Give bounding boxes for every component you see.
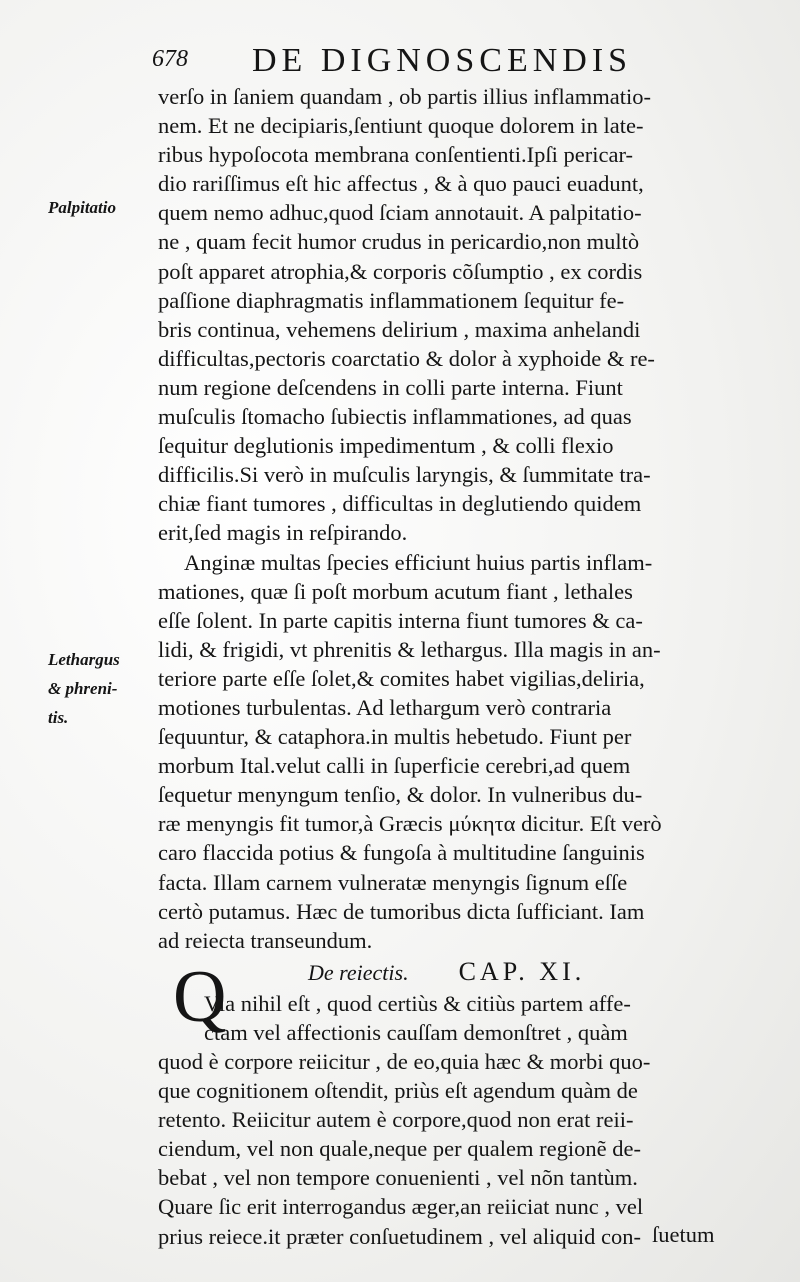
text-line: morbum Ital.velut calli in ſuperficie cerebri,ad quem bbox=[158, 753, 631, 779]
text-line: ræ menyngis fit tumor,à Græcis μύκητα dicitur. Eſt verò bbox=[158, 811, 662, 837]
main-text bbox=[158, 82, 738, 1251]
text-line: verſo in ſaniem quandam , ob partis illius inflammatio- bbox=[158, 84, 652, 109]
text-line: Anginæ multas ſpecies efficiunt huius partis inflam- bbox=[184, 549, 653, 575]
text-line: quod è corpore reiicitur , de eo,quia hæc & morbi quo- bbox=[158, 1049, 651, 1074]
chapter-heading bbox=[158, 955, 738, 989]
paragraph-2 bbox=[158, 548, 738, 955]
paragraph-3 bbox=[158, 989, 738, 1251]
text-line: paſſione diaphragmatis inflammationem ſequitur fe- bbox=[158, 287, 625, 313]
text-line: bebat , vel non tempore conuenienti , vel nõn tantùm. bbox=[158, 1165, 638, 1191]
marginal-note-lethargus bbox=[48, 645, 154, 732]
text-line: bris continua, vehemens delirium , maxima anhelandi bbox=[158, 316, 641, 342]
text-line: quem nemo adhuc,quod ſciam annotauit. A palpitatio- bbox=[158, 200, 642, 226]
chapter-number: CAP. XI. bbox=[458, 956, 586, 986]
text-line: chiæ fiant tumores , difficultas in deglutiendo quidem bbox=[158, 491, 642, 517]
text-line: Quare ſic erit interrogandus æger,an reiiciat nunc , vel bbox=[158, 1194, 644, 1220]
page-number: 678 bbox=[152, 46, 188, 72]
marginal-note-line: tis. bbox=[48, 708, 69, 727]
text-line: dio rariſſimus eſt hic affectus , & à quo pauci euadunt, bbox=[158, 171, 644, 197]
text-line: ad reiecta transeundum. bbox=[158, 927, 373, 953]
text-line: erit,ſed magis in reſpirando. bbox=[158, 520, 408, 546]
catchword: ſuetum bbox=[652, 1222, 715, 1247]
text-line: caro flaccida potius & fungoſa à multitudine ſanguinis bbox=[158, 840, 645, 866]
text-line: facta. Illam carnem vulneratæ menyngis ſignum eſſe bbox=[158, 869, 628, 895]
text-line: ciendum, vel non quale,neque per qualem regionẽ de- bbox=[158, 1136, 641, 1162]
text-line: ſequitur deglutionis impedimentum , & colli flexio bbox=[158, 433, 614, 459]
drop-cap: Q bbox=[173, 956, 227, 1038]
marginal-note-palpitatio: Palpitatio bbox=[48, 198, 116, 217]
text-line: certò putamus. Hæc de tumoribus dicta ſufficiant. Iam bbox=[158, 898, 645, 924]
text-line: poſt apparet atrophia,& corporis cõſumptio , ex cordis bbox=[158, 258, 643, 284]
text-line: nem. Et ne decipiaris,ſentiunt quoque dolorem in late- bbox=[158, 113, 644, 139]
marginal-note-line: & phreni- bbox=[48, 679, 118, 698]
text-line: difficultas,pectoris coarctatio & dolor à xyphoide & re- bbox=[158, 345, 655, 371]
text-line: Via nihil eſt , quod certiùs & citiùs partem affe- bbox=[204, 990, 631, 1016]
text-line: prius reiece.it præter conſuetudinem , vel aliquid con- bbox=[158, 1223, 641, 1249]
text-line: motiones turbulentas. Ad lethargum verò contraria bbox=[158, 694, 612, 720]
text-line: muſculis ſtomacho ſubiectis inflammationes, ad quas bbox=[158, 404, 632, 430]
marginal-note-line: Lethargus bbox=[48, 650, 120, 669]
chapter-title: De reiectis. bbox=[308, 959, 409, 985]
text-line: ne , quam fecit humor crudus in pericardio,non multò bbox=[158, 229, 640, 255]
paragraph-1 bbox=[158, 82, 738, 548]
running-title: DE DIGNOSCENDIS bbox=[252, 42, 633, 79]
text-line: mationes, quæ ſi poſt morbum acutum fiant , lethales bbox=[158, 578, 633, 604]
text-line: ribus hypoſocota membrana conſentienti.Ipſi pericar- bbox=[158, 142, 634, 168]
text-line: ſequetur menyngum tenſio, & dolor. In vulneribus du- bbox=[158, 782, 643, 808]
text-line: difficilis.Si verò in muſculis laryngis, & ſummitate tra- bbox=[158, 462, 651, 488]
text-line: num regione deſcendens in colli parte interna. Fiunt bbox=[158, 374, 623, 400]
text-line: ſequuntur, & cataphora.in multis hebetudo. Fiunt per bbox=[158, 724, 632, 750]
text-line: ctam vel affectionis cauſſam demonſtret , quàm bbox=[204, 1019, 628, 1045]
text-line: lidi, & frigidi, vt phrenitis & lethargus. Illa magis in an- bbox=[158, 636, 661, 662]
text-line: eſſe ſolent. In parte capitis interna fiunt tumores & ca- bbox=[158, 607, 643, 633]
text-line: retento. Reiicitur autem è corpore,quod non erat reii- bbox=[158, 1107, 634, 1133]
text-line: que cognitionem oſtendit, priùs eſt agendum quàm de bbox=[158, 1078, 638, 1104]
text-line: teriore parte eſſe ſolet,& comites habet vigilias,deliria, bbox=[158, 665, 645, 691]
